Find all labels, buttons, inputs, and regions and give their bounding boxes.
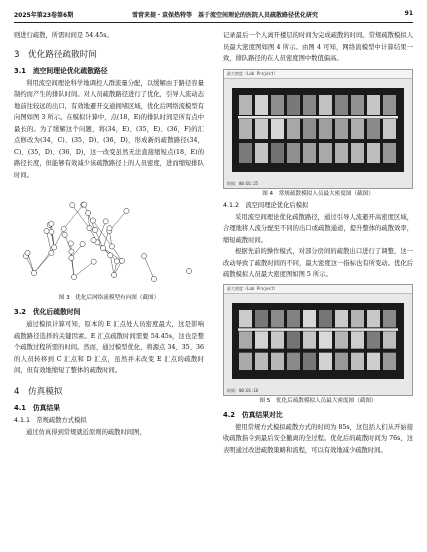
graph-node xyxy=(31,270,36,275)
room-block xyxy=(383,310,396,327)
running-header xyxy=(14,8,413,23)
room-block xyxy=(287,143,300,163)
graph-edge xyxy=(64,205,84,229)
room-block xyxy=(303,310,316,327)
subsection-heading: 4.1 仿真结果 xyxy=(14,403,61,412)
graph-node xyxy=(90,218,95,223)
room-block xyxy=(351,119,364,139)
room-block xyxy=(367,331,380,348)
graph-node xyxy=(186,268,191,273)
room-block xyxy=(303,95,316,115)
room-block xyxy=(367,119,380,139)
graph-node xyxy=(49,250,54,255)
room-block xyxy=(319,352,332,369)
room-block xyxy=(351,331,364,348)
graph-node xyxy=(86,210,91,215)
figure-caption: 图 3 优化后网络流模型有向图（截图） xyxy=(58,295,160,301)
room-block xyxy=(239,143,252,163)
graph-edge xyxy=(144,256,154,279)
corridor xyxy=(238,328,398,331)
room-block xyxy=(271,95,284,115)
room-block xyxy=(303,352,316,369)
graph-node xyxy=(103,219,108,224)
room-block xyxy=(303,119,316,139)
right-column xyxy=(223,30,413,456)
journal-issue: 2025年第23卷第6期 xyxy=(14,12,74,19)
window-title: 最大密度（Lab Project） xyxy=(224,285,412,294)
graph-node xyxy=(119,258,124,263)
room-block xyxy=(383,143,396,163)
room-block xyxy=(367,143,380,163)
window-title: 最大密度（Lab Project） xyxy=(224,70,412,79)
timestamp: 时间：00:01:16 xyxy=(227,387,259,393)
room-block xyxy=(271,143,284,163)
graph-node xyxy=(44,229,49,234)
room-block xyxy=(351,352,364,369)
graph-node xyxy=(52,245,57,250)
room-block xyxy=(319,143,332,163)
room-block xyxy=(319,310,332,327)
room-block xyxy=(255,95,268,115)
graph-node xyxy=(62,232,67,237)
graph-node xyxy=(91,238,96,243)
room-block xyxy=(255,310,268,327)
graph-node xyxy=(151,276,156,281)
density-screenshot xyxy=(223,69,413,189)
room-block xyxy=(335,331,348,348)
figure-4 xyxy=(223,69,413,200)
floor-plan xyxy=(232,88,404,172)
room-block xyxy=(287,352,300,369)
density-map xyxy=(232,88,404,172)
graph-node xyxy=(124,208,129,213)
paragraph: 记录最后一个人离开楼层的时间为完成疏散的时间。常规疏散模拟人员最大密度图如图 4 所示。由图 4 可知，网络流模型中计算结果一致，排队路径的在人员密度图中数值偏高。 xyxy=(223,32,413,62)
figure-caption: 图 4 常规疏散模拟人员最大密度图（截图） xyxy=(262,190,374,197)
paragraph: 通过模拟计算可知，原本的 E 汇点处人员密度最大，这是影响疏散路径选择的关键因素。E 汇点疏散时间需要 54.45s，这也是整个疏散过程所需的时间。然而，通过模型优化，将源点 34、35、36 的人员转移到 C 汇点和 D 汇点，虽然并未改变 E 汇点的疏散时间，但有效地缩短了整体的疏散时间。 xyxy=(14,321,204,374)
room-block xyxy=(351,310,364,327)
room-block xyxy=(255,352,268,369)
floor-plan xyxy=(232,303,404,379)
room-block xyxy=(335,310,348,327)
section-heading: 3 优化路径疏散时间 xyxy=(14,49,97,60)
room-block xyxy=(255,119,268,139)
left-column xyxy=(14,30,204,438)
subsection-heading: 4.2 仿真结果对比 xyxy=(223,410,283,419)
running-title: 雪营来提・袁保热特等 基于流空间理论的医院人员疏散路径优化研究 xyxy=(132,12,319,19)
room-block xyxy=(383,352,396,369)
room-block xyxy=(367,352,380,369)
room-block xyxy=(383,95,396,115)
graph-node xyxy=(107,226,112,231)
room-block xyxy=(271,352,284,369)
graph-node xyxy=(49,229,54,234)
room-block xyxy=(319,331,332,348)
room-block xyxy=(335,119,348,139)
room-block xyxy=(335,95,348,115)
subsubsection-heading: 4.1.1 常规疏散方式模拟 xyxy=(14,416,87,424)
graph-node xyxy=(141,253,146,258)
room-block xyxy=(271,119,284,139)
room-block xyxy=(255,331,268,348)
paragraph: 根据先前的操作模式，对部分房间的疏散出口进行了调整，这一改动导致了疏散时间的不同，最大密度这一指标也有所变动。优化后疏散模拟人员最大密度图如图 5 所示。 xyxy=(223,248,413,278)
room-block xyxy=(303,331,316,348)
graph-node xyxy=(91,259,96,264)
graph-edge xyxy=(72,205,89,228)
paragraph: 使用常规方式模拟疏散方式的时间为 85s，这包括人们从开始接收疏散指令到最后安全撤离的全过程。优化后的疏散时间为 76s，这表明通过改进疏散策略和流程，可以有效地减少疏散时间。 xyxy=(223,423,413,454)
room-block xyxy=(367,95,380,115)
room-block xyxy=(239,331,252,348)
corridor xyxy=(238,116,398,119)
room-block xyxy=(287,119,300,139)
graph-node xyxy=(80,241,85,246)
room-block xyxy=(239,95,252,115)
graph-node xyxy=(70,203,75,208)
room-block xyxy=(335,352,348,369)
room-block xyxy=(271,310,284,327)
graph-node xyxy=(25,250,30,255)
graph-edge xyxy=(74,262,94,277)
graph-node xyxy=(61,226,66,231)
figure-caption: 图 5 优化后疏散模拟人员最大密度图（截图） xyxy=(259,397,377,404)
room-block xyxy=(319,119,332,139)
figure-5 xyxy=(223,284,413,407)
graph-node xyxy=(49,221,54,226)
room-block xyxy=(367,310,380,327)
room-block xyxy=(303,143,316,163)
section-heading: 4 仿真模拟 xyxy=(14,386,63,397)
network-flow-graph xyxy=(14,185,204,289)
graph-node xyxy=(69,249,74,254)
graph-node xyxy=(111,272,116,277)
figure-3 xyxy=(14,185,204,304)
room-block xyxy=(271,331,284,348)
graph-node xyxy=(114,259,119,264)
graph-node xyxy=(87,226,92,231)
graph-node xyxy=(71,274,76,279)
graph-node xyxy=(109,244,114,249)
subsection-heading: 3.1 流空间理论优化疏散路径 xyxy=(14,66,108,75)
page-number: 91 xyxy=(404,10,413,17)
graph-node xyxy=(92,227,97,232)
room-block xyxy=(351,143,364,163)
density-map xyxy=(232,303,404,379)
graph-node xyxy=(82,202,87,207)
room-block xyxy=(335,143,348,163)
paragraph: 利用流空间理论科学地调控人群流量分配，以缓解由于路径容量制约而产生的排队时间。对人员疏散路径进行了优化，引导人流动态地前往较远的出口，有效地避开交通拥堵区域，优化后网络流模型有向图如图 3 所示。在模拟计算中，点(18，E)的排队时间是所有点中最长的。为了缓解这个问题，将(34，E)、(35，E)、(36，F)的汇点修改为(34，C)、(35，D)、(36，D)，形成新的疏散路径(34，C)、(35，D)、(36，D)，这一改变虽然无法直接缩短点(18，E)的路径长度，但能够有效减少该疏散路径上的人员密度，进而缩短排队时间。 xyxy=(14,79,204,179)
room-block xyxy=(287,310,300,327)
paragraph: 通过仿真得到常规就近原则的疏散时间图， xyxy=(26,428,146,436)
room-block xyxy=(239,310,252,327)
room-block xyxy=(319,95,332,115)
room-block xyxy=(239,119,252,139)
timestamp: 时间：00:01:25 xyxy=(227,180,259,186)
graph-node xyxy=(69,255,74,260)
room-block xyxy=(383,119,396,139)
room-block xyxy=(351,95,364,115)
room-block xyxy=(383,331,396,348)
subsection-heading: 3.2 优化后疏散时间 xyxy=(14,308,81,316)
room-block xyxy=(255,143,268,163)
density-screenshot xyxy=(223,284,413,396)
room-block xyxy=(239,352,252,369)
subsubsection-heading: 4.1.2 流空间理论优化后模拟 xyxy=(223,201,309,209)
paragraph: 采用流空间理论优化疏散路径，通过引导人流避开高密度区域，合理地将人流分配至不同的出口或疏散通道，提升整体的疏散效率，缩短疏散时间。 xyxy=(223,213,413,244)
graph-node xyxy=(108,253,113,258)
graph-node xyxy=(68,241,73,246)
room-block xyxy=(287,95,300,115)
paragraph: 则进行疏散，所需时间是 54.45s。 xyxy=(14,32,113,39)
room-block xyxy=(287,331,300,348)
graph-node xyxy=(100,246,105,251)
